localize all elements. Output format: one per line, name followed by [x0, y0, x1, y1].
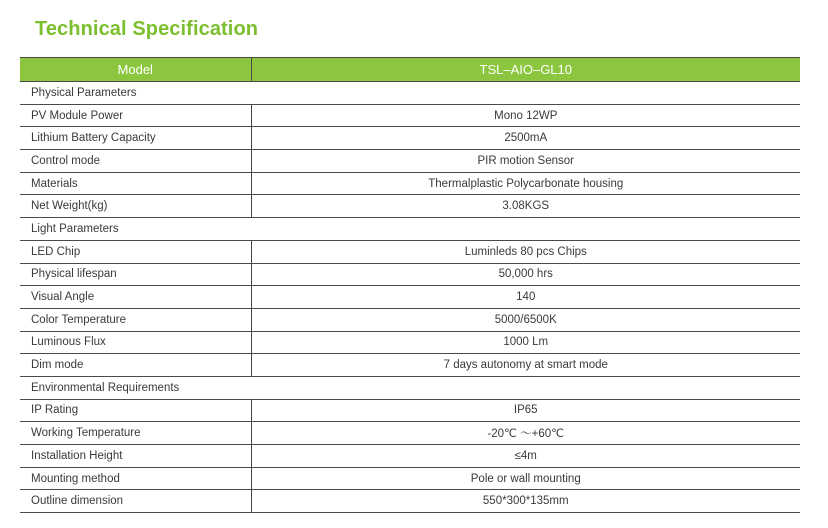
table-row: [20, 263, 800, 286]
table-row: [20, 240, 800, 263]
table-row: [20, 490, 800, 513]
row-label: Dim mode: [20, 354, 251, 377]
row-value: 7 days autonomy at smart mode: [251, 354, 800, 377]
row-value: Thermalplastic Polycarbonate housing: [251, 172, 800, 195]
table-row: [20, 104, 800, 127]
row-label: Color Temperature: [20, 308, 251, 331]
row-value: ≤4m: [251, 445, 800, 468]
table-row: [20, 331, 800, 354]
row-label: PV Module Power: [20, 104, 251, 127]
table-row: [20, 150, 800, 173]
table-row: [20, 127, 800, 150]
row-label: Control mode: [20, 150, 251, 173]
row-label: Installation Height: [20, 445, 251, 468]
table-row: [20, 445, 800, 468]
row-value: Mono 12WP: [251, 104, 800, 127]
row-label: Physical lifespan: [20, 263, 251, 286]
row-label: Mounting method: [20, 467, 251, 490]
row-value: PIR motion Sensor: [251, 150, 800, 173]
row-label: Visual Angle: [20, 286, 251, 309]
row-label: Working Temperature: [20, 422, 251, 445]
table-row: [20, 467, 800, 490]
table-row: [20, 308, 800, 331]
row-label: Net Weight(kg): [20, 195, 251, 218]
row-label: Luminous Flux: [20, 331, 251, 354]
row-label: Lithium Battery Capacity: [20, 127, 251, 150]
section-title: Light Parameters: [20, 218, 800, 241]
section-row: [20, 82, 800, 105]
model-label: Model: [20, 58, 251, 82]
page-title: Technical Specification: [35, 18, 259, 40]
table-row: [20, 195, 800, 218]
row-value: 2500mA: [251, 127, 800, 150]
row-value: 5000/6500K: [251, 308, 800, 331]
section-title: Environmental Requirements: [20, 376, 800, 399]
model-value: TSL–AIO–GL10: [251, 58, 800, 82]
row-label: Outline dimension: [20, 490, 251, 513]
row-label: Materials: [20, 172, 251, 195]
row-value: 3.08KGS: [251, 195, 800, 218]
row-value: -20℃ ～+60℃: [251, 422, 800, 445]
row-value: Luminleds 80 pcs Chips: [251, 240, 800, 263]
row-value: 1000 Lm: [251, 331, 800, 354]
table-row: [20, 286, 800, 309]
section-row: [20, 218, 800, 241]
table-row: [20, 354, 800, 377]
table-row: [20, 399, 800, 422]
row-value: 550*300*135mm: [251, 490, 800, 513]
table-row: [20, 422, 800, 445]
row-value: 140: [251, 286, 800, 309]
header-row: [20, 58, 800, 82]
spec-table: [20, 57, 800, 513]
section-row: [20, 376, 800, 399]
row-label: LED Chip: [20, 240, 251, 263]
section-title: Physical Parameters: [20, 82, 800, 105]
row-value: 50,000 hrs: [251, 263, 800, 286]
row-value: Pole or wall mounting: [251, 467, 800, 490]
table-row: [20, 172, 800, 195]
row-label: IP Rating: [20, 399, 251, 422]
row-value: IP65: [251, 399, 800, 422]
